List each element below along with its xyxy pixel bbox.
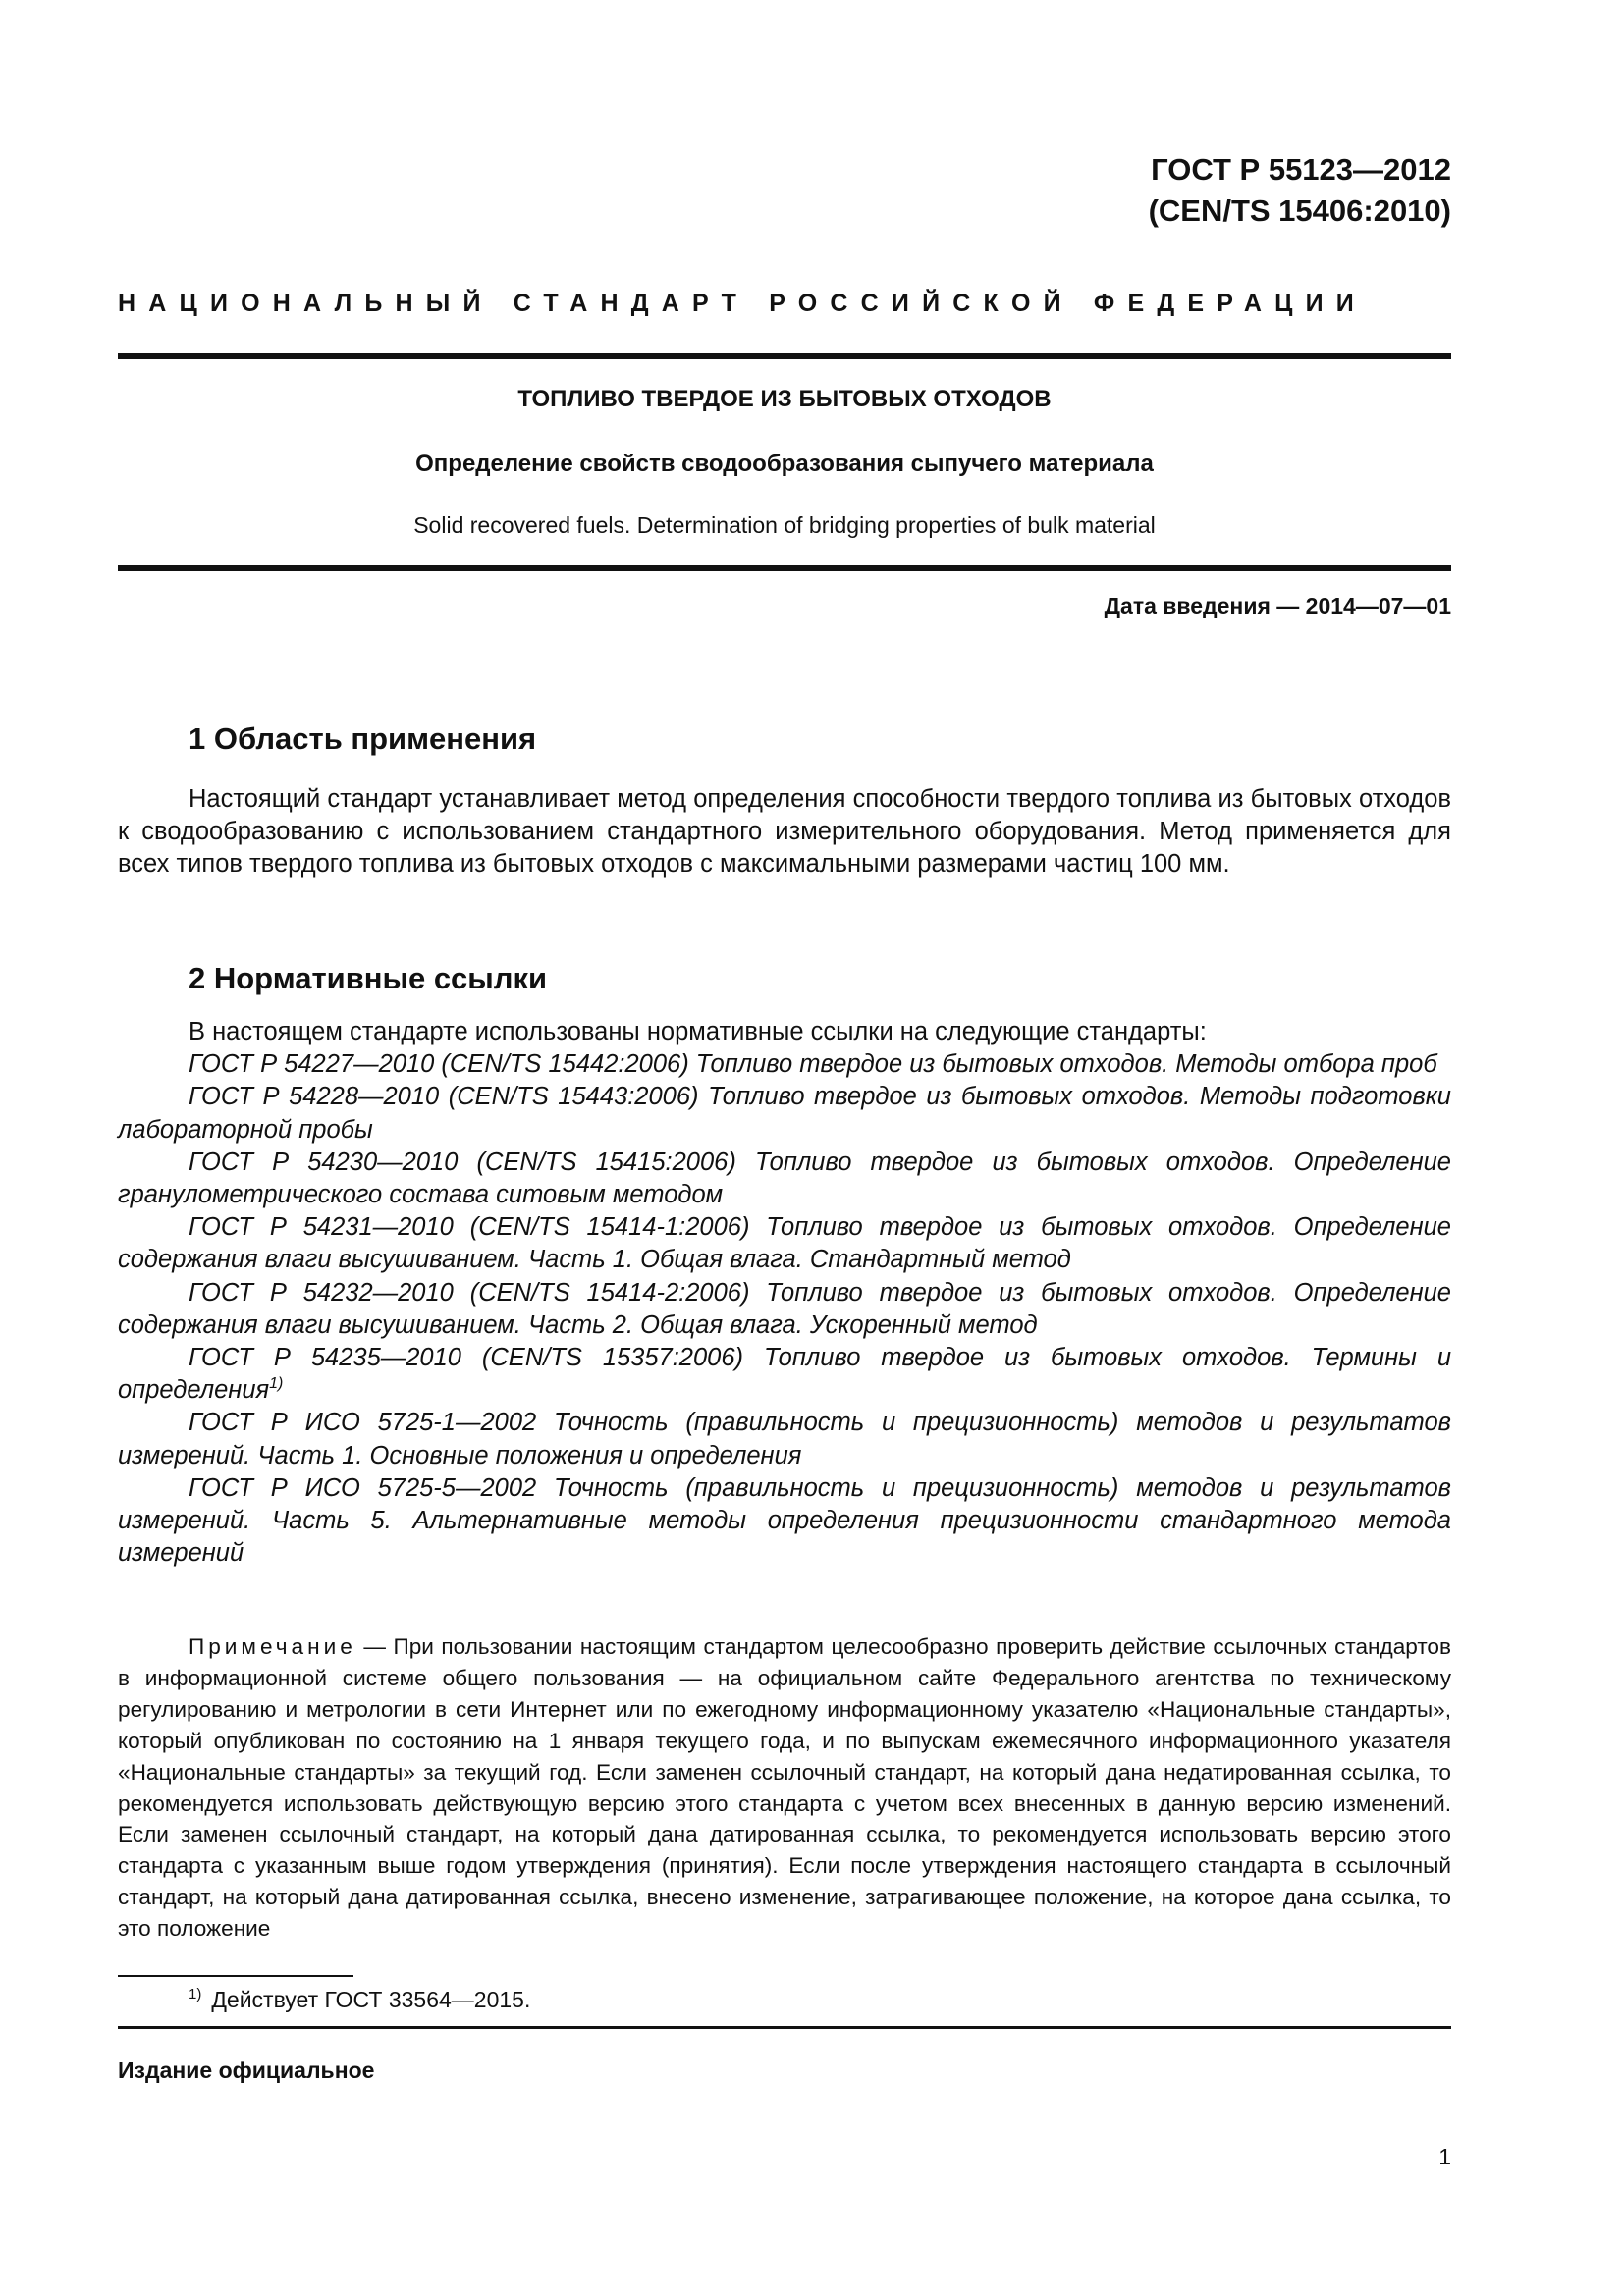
document-title-english: Solid recovered fuels. Determination of bridging properties of bulk material <box>413 512 1156 538</box>
official-edition-label: Издание официальное <box>118 2057 375 2083</box>
note-text: — При пользовании настоящим стандартом целесообразно проверить действие ссылочных стандартов в информационной системе общего пользования — на официальном сайте Федерального агентства по техническому регулированию и метрологии в сети Интернет или по ежегодному информационному указателю «Национальные стандарты», который опубликован по состоянию на 1 января текущего года, и по выпускам ежемесячного информационного указателя «Национальные стандарты» за текущий год. Если заменен ссылочный стандарт, на который дана недатированная ссылка, то рекомендуется использовать действующую версию этого стандарта с учетом всех внесенных в данную версию изменений. Если заменен ссылочный стандарт, на который дана датированная ссылка, то рекомендуется использовать версию этого стандарта с указанным выше годом утверждения (принятия). Если после утверждения настоящего стандарта в ссылочный стандарт, на который дана датированная ссылка, внесено изменение, затрагивающее положение, на которое дана ссылка, то это положение <box>118 1634 1451 1942</box>
note-label: Примечание <box>189 1634 356 1659</box>
section-2-heading: 2 Нормативные ссылки <box>189 961 548 995</box>
reference-item: ГОСТ Р 54228—2010 (CEN/TS 15443:2006) Топливо твердое из бытовых отходов. Методы подготовки лабораторной пробы <box>118 1083 1451 1144</box>
document-title: ТОПЛИВО ТВЕРДОЕ ИЗ БЫТОВЫХ ОТХОДОВ <box>517 386 1052 412</box>
reference-item: ГОСТ Р 54230—2010 (CEN/TS 15415:2006) Топливо твердое из бытовых отходов. Определение гранулометрического состава ситовым методом <box>118 1148 1451 1209</box>
reference-item: ГОСТ Р 54227—2010 (CEN/TS 15442:2006) Топливо твердое из бытовых отходов. Методы отбора проб <box>189 1050 1437 1079</box>
footnote-mark: 1) <box>189 1986 202 2002</box>
national-standard-title: НАЦИОНАЛЬНЫЙ СТАНДАРТ РОССИЙСКОЙ ФЕДЕРАЦИИ <box>118 290 1367 317</box>
reference-text: ГОСТ Р 54235—2010 (CEN/TS 15357:2006) Топливо твердое из бытовых отходов. Термины и определения <box>118 1344 1451 1405</box>
reference-item: ГОСТ Р 54232—2010 (CEN/TS 15414-2:2006) Топливо твердое из бытовых отходов. Определение содержания влаги высушиванием. Часть 2. Общая влага. Ускоренный метод <box>118 1278 1451 1339</box>
section-1-text: Настоящий стандарт устанавливает метод определения способности твердого топлива из бытовых отходов к сводообразованию с использованием стандартного измерительного оборудования. Метод применяется для всех типов твердого топлива из бытовых отходов с максимальными размерами частиц 100 мм. <box>118 785 1451 879</box>
title-bottom-rule <box>118 565 1451 571</box>
standard-code-cen: (CEN/TS 15406:2010) <box>1148 193 1451 228</box>
reference-item: ГОСТ Р ИСО 5725-5—2002 Точность (правильность и прецизионность) методов и результатов измерений. Часть 5. Альтернативные методы определения прецизионности стандартного метода измерений <box>118 1473 1451 1568</box>
footnote <box>189 1985 530 2014</box>
reference-item-with-footnote <box>118 1342 1451 1407</box>
references-intro: В настоящем стандарте использованы нормативные ссылки на следующие стандарты: <box>189 1018 1207 1045</box>
references-note <box>118 1631 1451 1945</box>
footnote-separator <box>118 1975 353 1977</box>
normative-references <box>118 1016 1451 1570</box>
section-1-heading: 1 Область применения <box>189 721 537 756</box>
page-number: 1 <box>1438 2144 1451 2169</box>
document-subtitle: Определение свойств сводообразования сыпучего материала <box>415 451 1154 477</box>
reference-item: ГОСТ Р 54231—2010 (CEN/TS 15414-1:2006) Топливо твердое из бытовых отходов. Определение содержания влаги высушиванием. Часть 1. Общая влага. Стандартный метод <box>118 1213 1451 1274</box>
introduction-date: Дата введения — 2014—07—01 <box>1104 593 1451 618</box>
top-rule <box>118 353 1451 359</box>
standard-code <box>1149 149 1451 232</box>
footer-rule <box>118 2026 1451 2029</box>
footnote-text: Действует ГОСТ 33564—2015. <box>211 1987 531 2012</box>
standard-code-ru: ГОСТ Р 55123—2012 <box>1151 152 1451 187</box>
footnote-reference-mark[interactable]: 1) <box>269 1375 284 1393</box>
reference-item: ГОСТ Р ИСО 5725-1—2002 Точность (правильность и прецизионность) методов и результатов измерений. Часть 1. Основные положения и определения <box>118 1409 1451 1469</box>
